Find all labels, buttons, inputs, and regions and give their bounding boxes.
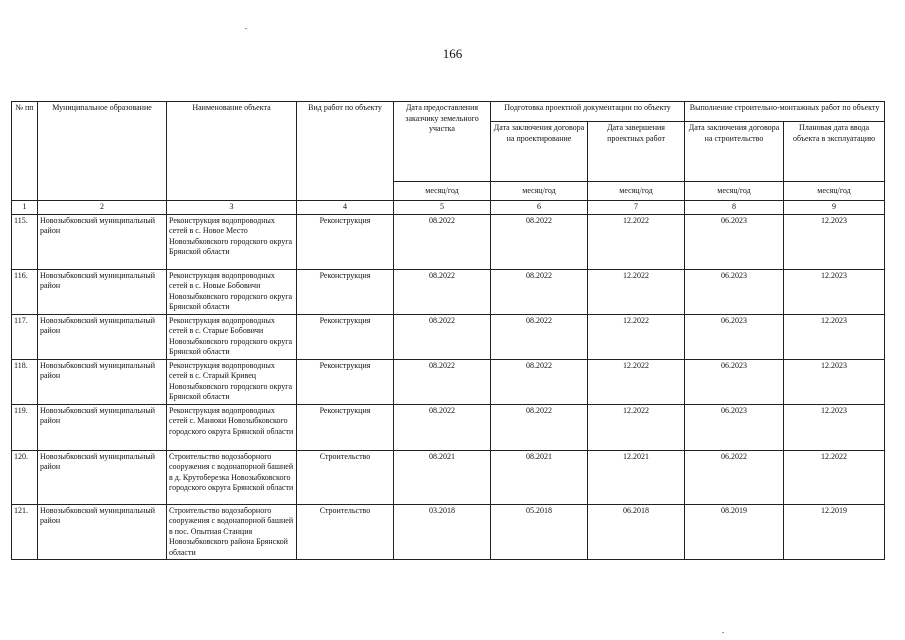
header-design-contract: Дата заключения договора на проектирование <box>491 122 588 182</box>
construction-contract-cell: 06.2023 <box>685 269 784 314</box>
design-completion-cell: 12.2022 <box>588 359 685 404</box>
table-row <box>12 450 885 504</box>
column-number: 1 <box>12 201 38 215</box>
construction-contract-cell: 06.2023 <box>685 404 784 450</box>
land-date-cell: 08.2022 <box>394 269 491 314</box>
object-name-cell: Строительство водозаборного сооружения с водонапорной башней в пос. Опытная Станция Новозыбковского района Брянской области <box>167 504 297 560</box>
design-contract-cell: 05.2018 <box>491 504 588 560</box>
table-row <box>12 214 885 269</box>
municipality-cell: Новозыбковский муниципальный район <box>38 450 167 504</box>
design-contract-cell: 08.2022 <box>491 214 588 269</box>
objects-table <box>11 101 885 560</box>
municipality-cell: Новозыбковский муниципальный район <box>38 269 167 314</box>
construction-contract-cell: 06.2022 <box>685 450 784 504</box>
design-contract-cell: 08.2022 <box>491 359 588 404</box>
design-completion-cell: 12.2022 <box>588 269 685 314</box>
commissioning-cell: 12.2023 <box>784 404 885 450</box>
row-number: 121. <box>12 504 38 560</box>
commissioning-cell: 12.2023 <box>784 269 885 314</box>
land-date-cell: 08.2022 <box>394 314 491 359</box>
row-number: 116. <box>12 269 38 314</box>
object-name-cell: Реконструкция водопроводных сетей в с. Старые Бобовичи Новозыбковского городского округа Брянской области <box>167 314 297 359</box>
row-number: 117. <box>12 314 38 359</box>
design-completion-cell: 06.2018 <box>588 504 685 560</box>
column-number: 3 <box>167 201 297 215</box>
work-type-cell: Реконструкция <box>297 214 394 269</box>
commissioning-cell: 12.2023 <box>784 214 885 269</box>
column-number: 7 <box>588 201 685 215</box>
scan-speck <box>245 28 247 29</box>
unit-label: месяц/год <box>685 182 784 201</box>
construction-contract-cell: 06.2023 <box>685 359 784 404</box>
header-work-type: Вид работ по объекту <box>297 102 394 201</box>
header-construction-group: Выполнение строительно-монтажных работ по объекту <box>685 102 885 122</box>
work-type-cell: Реконструкция <box>297 269 394 314</box>
object-name-cell: Реконструкция водопроводных сетей в с. Новое Место Новозыбковского городского округа Брянской области <box>167 214 297 269</box>
object-name-cell: Реконструкция водопроводных сетей с. Манюки Новозыбковского городского округа Брянской области <box>167 404 297 450</box>
work-type-cell: Реконструкция <box>297 404 394 450</box>
commissioning-cell: 12.2023 <box>784 314 885 359</box>
design-completion-cell: 12.2021 <box>588 450 685 504</box>
table-row <box>12 404 885 450</box>
municipality-cell: Новозыбковский муниципальный район <box>38 214 167 269</box>
row-number: 119. <box>12 404 38 450</box>
design-contract-cell: 08.2021 <box>491 450 588 504</box>
header-design-group: Подготовка проектной документации по объекту <box>491 102 685 122</box>
row-number: 118. <box>12 359 38 404</box>
land-date-cell: 08.2022 <box>394 404 491 450</box>
column-number: 2 <box>38 201 167 215</box>
scan-speck <box>722 632 724 633</box>
municipality-cell: Новозыбковский муниципальный район <box>38 404 167 450</box>
work-type-cell: Реконструкция <box>297 314 394 359</box>
municipality-cell: Новозыбковский муниципальный район <box>38 504 167 560</box>
header-design-completion: Дата завершения проектных работ <box>588 122 685 182</box>
column-number: 5 <box>394 201 491 215</box>
land-date-cell: 08.2021 <box>394 450 491 504</box>
municipality-cell: Новозыбковский муниципальный район <box>38 359 167 404</box>
table-row <box>12 504 885 560</box>
unit-label: месяц/год <box>588 182 685 201</box>
table-row <box>12 359 885 404</box>
column-number: 9 <box>784 201 885 215</box>
column-number: 8 <box>685 201 784 215</box>
municipality-cell: Новозыбковский муниципальный район <box>38 314 167 359</box>
construction-contract-cell: 06.2023 <box>685 314 784 359</box>
column-number: 4 <box>297 201 394 215</box>
header-municipality: Муниципальное образование <box>38 102 167 201</box>
design-contract-cell: 08.2022 <box>491 404 588 450</box>
table-row <box>12 314 885 359</box>
construction-contract-cell: 08.2019 <box>685 504 784 560</box>
header-object-name: Наименование объекта <box>167 102 297 201</box>
commissioning-cell: 12.2022 <box>784 450 885 504</box>
design-contract-cell: 08.2022 <box>491 269 588 314</box>
land-date-cell: 08.2022 <box>394 214 491 269</box>
header-land-date: Дата предоставления заказчику земельного участка <box>394 102 491 182</box>
object-name-cell: Реконструкция водопроводных сетей в с. Новые Бобовичи Новозыбковского городского округа Брянской области <box>167 269 297 314</box>
land-date-cell: 03.2018 <box>394 504 491 560</box>
unit-label: месяц/год <box>394 182 491 201</box>
work-type-cell: Реконструкция <box>297 359 394 404</box>
header-commissioning: Плановая дата ввода объекта в эксплуатацию <box>784 122 885 182</box>
design-contract-cell: 08.2022 <box>491 314 588 359</box>
page-number: 166 <box>442 46 463 61</box>
header-num: № пп <box>12 102 38 201</box>
design-completion-cell: 12.2022 <box>588 214 685 269</box>
land-date-cell: 08.2022 <box>394 359 491 404</box>
commissioning-cell: 12.2019 <box>784 504 885 560</box>
row-number: 120. <box>12 450 38 504</box>
column-number: 6 <box>491 201 588 215</box>
design-completion-cell: 12.2022 <box>588 404 685 450</box>
commissioning-cell: 12.2023 <box>784 359 885 404</box>
work-type-cell: Строительство <box>297 450 394 504</box>
unit-label: месяц/год <box>784 182 885 201</box>
column-numbers-row <box>12 201 885 215</box>
header-construction-contract: Дата заключения договора на строительство <box>685 122 784 182</box>
construction-contract-cell: 06.2023 <box>685 214 784 269</box>
object-name-cell: Строительство водозаборного сооружения с водонапорной башней в д. Крутоберезка Новозыбковского городского округа Брянской области <box>167 450 297 504</box>
row-number: 115. <box>12 214 38 269</box>
design-completion-cell: 12.2022 <box>588 314 685 359</box>
unit-label: месяц/год <box>491 182 588 201</box>
object-name-cell: Реконструкция водопроводных сетей в с. Старый Кривец Новозыбковского городского округа Брянской области <box>167 359 297 404</box>
table-row <box>12 269 885 314</box>
work-type-cell: Строительство <box>297 504 394 560</box>
